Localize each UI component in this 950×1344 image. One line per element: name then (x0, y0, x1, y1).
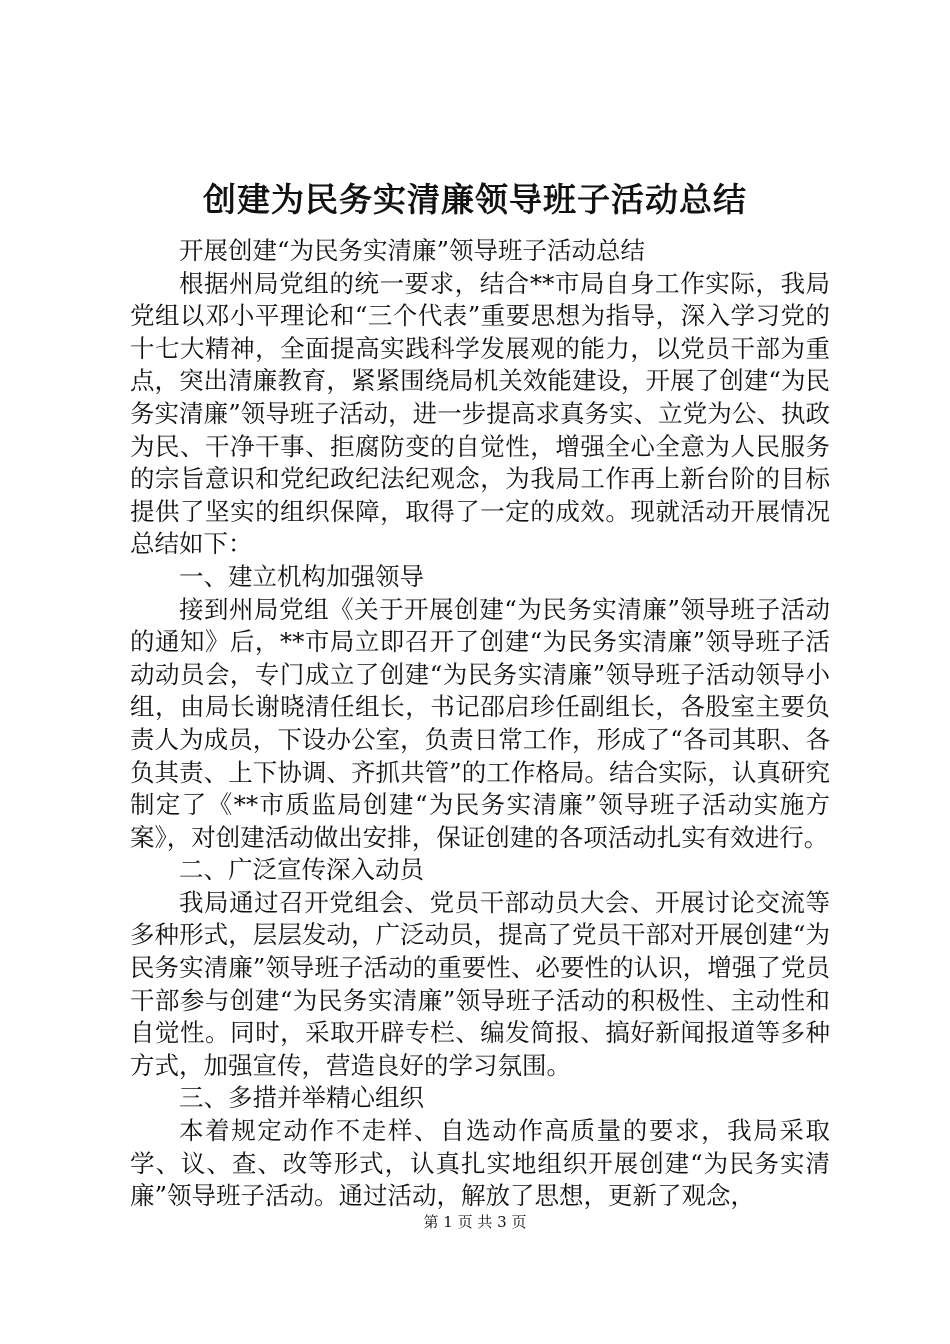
section-heading-1: 一、建立机构加强领导 (179, 561, 424, 591)
document-body (130, 235, 830, 1213)
subtitle-paragraph: 开展创建“为民务实清廉”领导班子活动总结 (179, 236, 646, 265)
intro-paragraph: 根据州局党组的统一要求，结合**市局自身工作实际，我局党组以邓小平理论和“三个代表”重要思想为指导，深入学习党的十七大精神，全面提高实践科学发展观的能力，以党员干部为重点，突出清廉教育，紧紧围绕局机关效能建设，开展了创建“为民务实清廉”领导班子活动，进一步提高求真务实、立党为公、执政为民、干净干事、拒腐防变的自觉性，增强全心全意为人民服务的宗旨意识和党纪政纪法纪观念，为我局工作再上新台阶的目标提供了坚实的组织保障，取得了一定的成效。现就活动开展情况总结如下： (130, 268, 830, 559)
section-paragraph-2: 我局通过召开党组会、党员干部动员大会、开展讨论交流等多种形式，层层发动，广泛动员，提高了党员干部对开展创建“为民务实清廉”领导班子活动的重要性、必要性的认识，增强了党员干部参与创建“为民务实清廉”领导班子活动的积极性、主动性和自觉性。同时，采取开辟专栏、编发简报、搞好新闻报道等多种方式，加强宣传，营造良好的学习氛围。 (130, 887, 830, 1080)
section-heading-3: 三、多措并举精心组织 (179, 1083, 424, 1113)
page-number-footer: 第 1 页 共 3 页 (423, 1213, 527, 1231)
section-paragraph-1: 接到州局党组《关于开展创建“为民务实清廉”领导班子活动的通知》后，**市局立即召开了创建“为民务实清廉”领导班子活动动员会，专门成立了创建“为民务实清廉”领导班子活动领导小组，由局长谢晓清任组长，书记邵启珍任副组长，各股室主要负责人为成员，下设办公室，负责日常工作，形成了“各司其职、各负其责、上下协调、齐抓共管”的工作格局。结合实际，认真研究制定了《**市质监局创建“为民务实清廉”领导班子活动实施方案》，对创建活动做出安排，保证创建的各项活动扎实有效进行。 (130, 594, 830, 852)
section-heading-2: 二、广泛宣传深入动员 (179, 855, 424, 885)
document-title: 创建为民务实清廉领导班子活动总结 (203, 180, 747, 219)
section-paragraph-3: 本着规定动作不走样、自选动作高质量的要求，我局采取学、议、查、改等形式，认真扎实地组织开展创建“为民务实清廉”领导班子活动。通过活动，解放了思想，更新了观念， (130, 1116, 830, 1211)
